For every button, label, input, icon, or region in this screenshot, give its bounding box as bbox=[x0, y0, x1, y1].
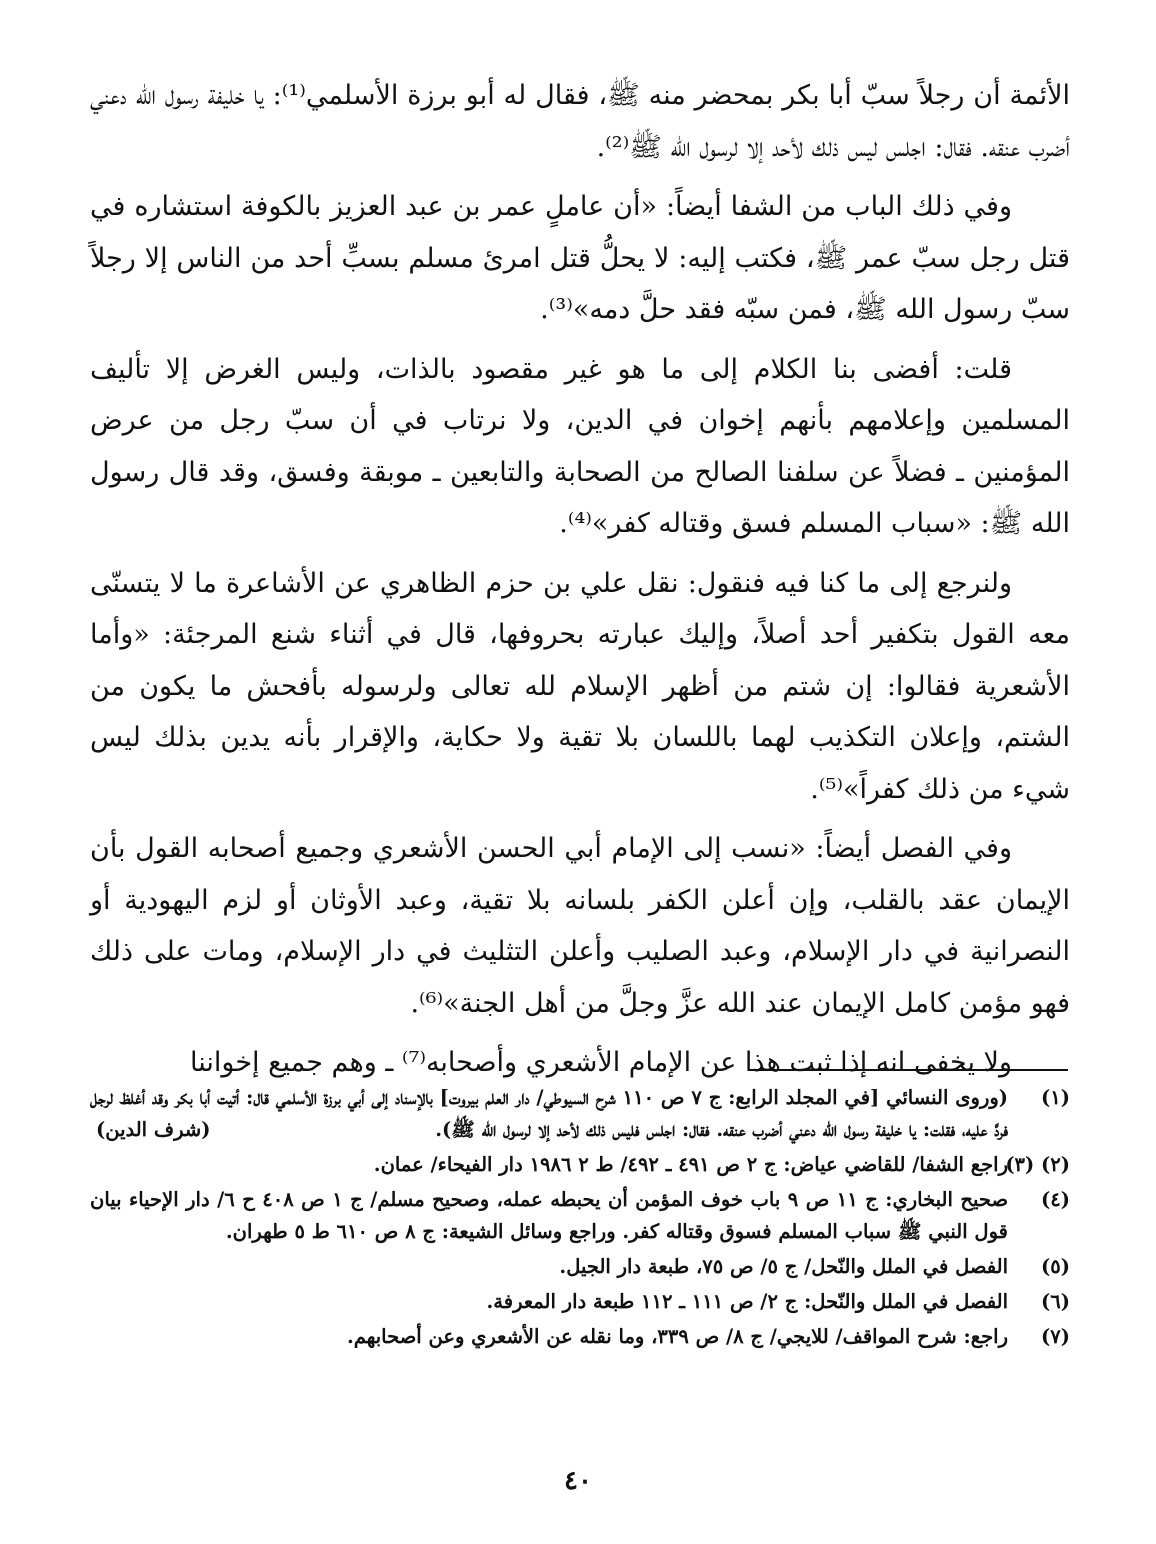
footnote-text: راجع: شرح المواقف/ للايجي/ ج ٨/ ص ٣٣٩، وما نقله عن الأشعري وعن أصحابهم. bbox=[347, 1325, 1008, 1348]
footnote-marker: (٤) bbox=[1041, 1188, 1070, 1211]
footnote-2-3 bbox=[90, 1149, 1070, 1181]
footnote-text: الفصل في الملل والنّحل/ ج ٥/ ص ٧٥، طبعة دار الجيل. bbox=[559, 1255, 1008, 1278]
footnotes bbox=[90, 1082, 1070, 1356]
main-text bbox=[90, 70, 1070, 1097]
footnote-signature: (شرف الدين) bbox=[96, 1118, 211, 1141]
paragraph-4: ولنرجع إلى ما كنا فيه فنقول: نقل علي بن حزم الظاهري عن الأشاعرة ما لا يتسنّى معه القول بتكفير أحد أصلاً، وإليك عبارته بحروفها، قال في أثناء شنع المرجئة: «وأما الأشعرية فقالوا: إن شتم من أظهر الإسلام لله تعالى ولرسوله بأفحش ما يكون من الشتم، وإعلان التكذيب لهما باللسان بلا تقية ولا حكاية، والإقرار بأنه يدين بذلك ليس شيء من ذلك كفراً»⁽⁵⁾. bbox=[90, 567, 1070, 805]
footnote-body: (وروى النسائي [في المجلد الرابع: ج ٧ ص ١١٠ شرح السيوطي/ دار العلم بيروت] بالإسناد إلى أبي برزة الأسلمي قال: أتيت أبا بكر وقد أغلظ لرجل فردَّ عليه، فقلت: يا خليفة رسول الله دعني أضرب عنقه. فقال: اجلس فليس ذلك لأحد إلا لرسول الله ﷺ). bbox=[90, 1086, 1008, 1141]
footnote-4 bbox=[90, 1184, 1070, 1248]
footnote-text bbox=[90, 1082, 1008, 1146]
footnote-marker: (٧) bbox=[1041, 1325, 1070, 1348]
footnote-text: الفصل في الملل والنّحل: ج ٢/ ص ١١١ ـ ١١٢ طبعة دار المعرفة. bbox=[486, 1290, 1008, 1313]
paragraph-3: قلت: أفضى بنا الكلام إلى ما هو غير مقصود بالذات، وليس الغرض إلا تأليف المسلمين وإعلامهم بأنهم إخوان في الدين، ولا نرتاب في أن سبّ رجل من عرض المؤمنين ـ فضلاً عن سلفنا الصالح من الصحابة والتابعين ـ موبقة وفسق، وقد قال رسول الله ﷺ: «سباب المسلم فسق وقتاله كفر»⁽⁴⁾. bbox=[90, 353, 1070, 539]
page-number: ٤٠ bbox=[564, 1466, 592, 1496]
footnote-5 bbox=[90, 1251, 1070, 1283]
paragraph-5: وفي الفصل أيضاً: «نسب إلى الإمام أبي الحسن الأشعري وجميع أصحابه القول بأن الإيمان عقد بالقلب، وإن أعلن الكفر بلسانه بلا تقية، وعبد الأوثان أو لزم اليهودية أو النصرانية في دار الإسلام، وعبد الصليب وأعلن التثليث في دار الإسلام، ومات على ذلك فهو مؤمن كامل الإيمان عند الله عزَّ وجلَّ من أهل الجنة»⁽⁶⁾. bbox=[90, 833, 1070, 1019]
footnote-marker: (٢) (٣) bbox=[1005, 1153, 1070, 1176]
footnote-marker: (١) bbox=[1041, 1086, 1070, 1109]
footnote-text: صحيح البخاري: ج ١١ ص ٩ باب خوف المؤمن أن يحبطه عمله، وصحيح مسلم/ ج ١ ص ٤٠٨ ح ٦/ دار الإحياء بيان قول النبي ﷺ سباب المسلم فسوق وقتاله كفر. وراجع وسائل الشيعة: ج ٨ ص ٦١٠ ط ٥ طهران. bbox=[90, 1188, 1009, 1243]
footnote-7 bbox=[90, 1321, 1070, 1353]
paragraph-2: وفي ذلك الباب من الشفا أيضاً: «أن عاملٍ عمر بن عبد العزيز بالكوفة استشاره في قتل رجل سبّ عمر ﷺ، فكتب إليه: لا يحلُّ قتل امرئ مسلم بسبِّ أحد من الناس إلا رجلاً سبّ رسول الله ﷺ، فمن سبّه فقد حلَّ دمه»⁽³⁾. bbox=[90, 191, 1070, 325]
footnote-6 bbox=[90, 1286, 1070, 1318]
paragraph-1: الأئمة أن رجلاً سبّ أبا بكر بمحضر منه ﷺ، فقال له أبو برزة الأسلمي⁽¹⁾: يا خليفة رسول الله دعني أضرب عنقه. فقال: اجلس ليس ذلك لأحد إلا لرسول الله ﷺ⁽²⁾. bbox=[90, 80, 1070, 163]
footnote-text: راجع الشفا/ للقاضي عياض: ج ٢ ص ٤٩١ ـ ٤٩٢/ ط ٢ ١٩٨٦ دار الفيحاء/ عمان. bbox=[373, 1153, 1008, 1176]
footnote-marker: (٥) bbox=[1041, 1255, 1070, 1278]
footnote-separator bbox=[748, 1069, 1068, 1071]
footnote-marker: (٦) bbox=[1041, 1290, 1070, 1313]
paragraph-6: ولا يخفى انه إذا ثبت هذا عن الإمام الأشعري وأصحابه⁽⁷⁾ ـ وهم جميع إخواننا bbox=[190, 1047, 1012, 1078]
footnote-1 bbox=[90, 1082, 1070, 1146]
